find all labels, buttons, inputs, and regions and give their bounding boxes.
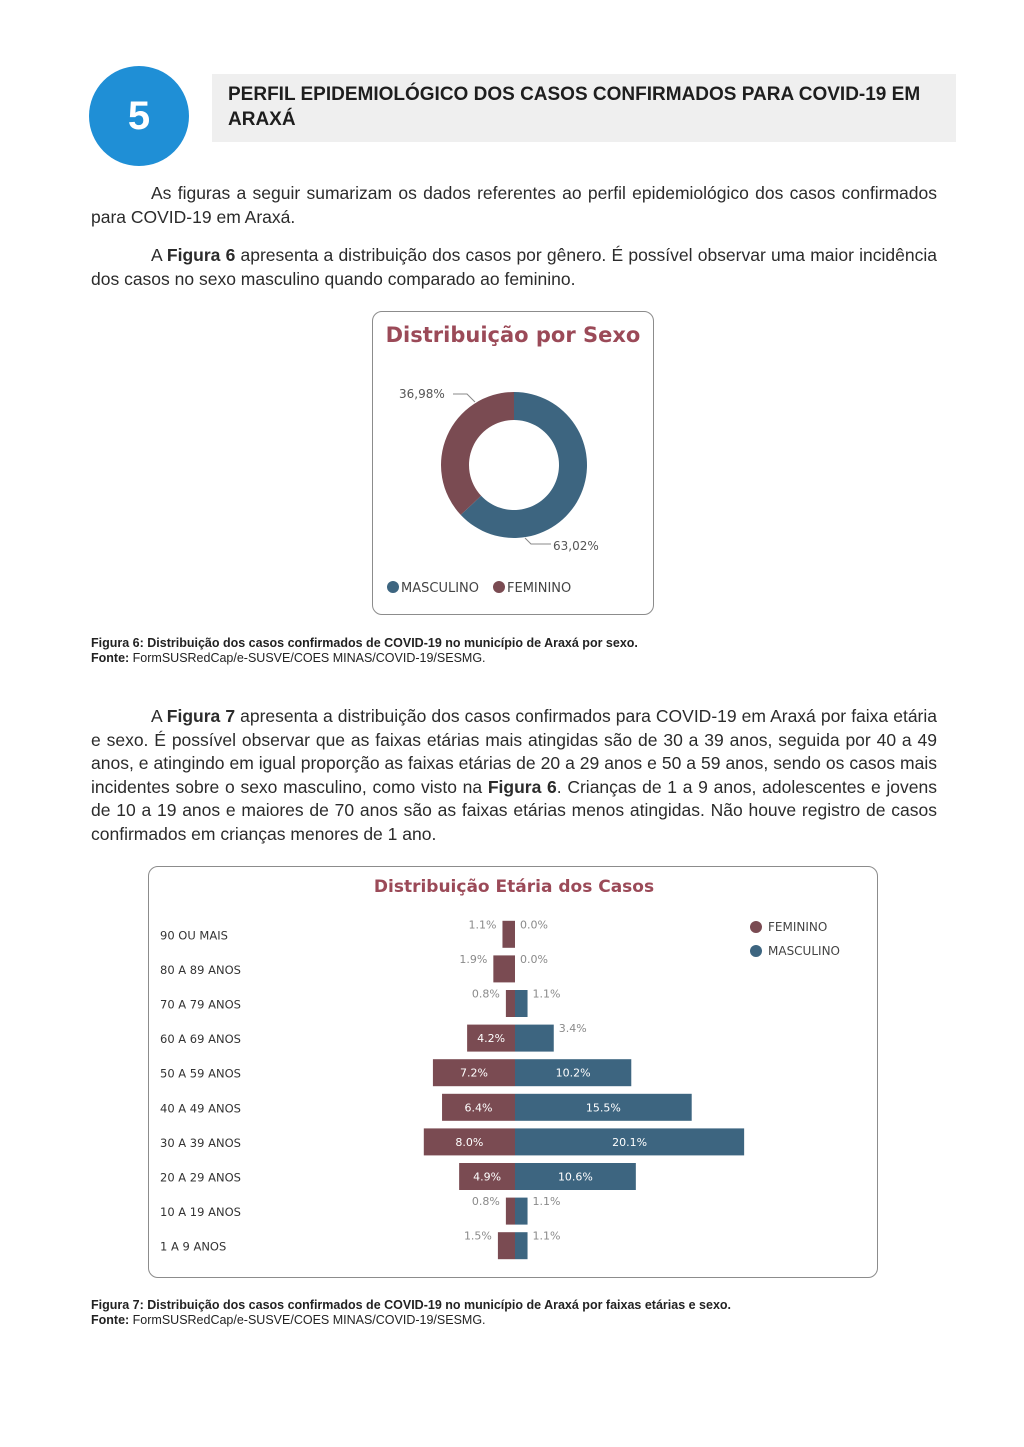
bar-label-feminino: 1.9%: [459, 952, 488, 966]
category-label: 40 A 49 ANOS: [160, 1101, 241, 1116]
figure-reference: Figura 6: [487, 776, 557, 797]
category-label: 10 A 19 ANOS: [160, 1205, 241, 1220]
bar-label-masculino: 20.1%: [612, 1135, 648, 1149]
category-label: 70 A 79 ANOS: [160, 997, 241, 1012]
figure-reference: Figura 6: [166, 245, 236, 265]
category-label: 20 A 29 ANOS: [160, 1170, 241, 1185]
paragraph-text: apresenta a distribuição dos casos confirmados para COVID-19 em Araxá por faixa etária e sexo. É possível observar que as faixas etárias mais atingidas são de 30 a 39 anos, seguida por 40 a 49 anos, e atingindo em igual proporção as faixas etárias de 20 a 29 anos e 50 a 59 anos, sendo os casos mais incidentes sobre o sexo masculino, como visto na: [91, 706, 937, 797]
bar-label-masculino: 10.6%: [557, 1170, 593, 1184]
bar-label-masculino: 0.0%: [520, 918, 548, 932]
paragraph-figure7: [91, 705, 937, 846]
bar-label-masculino: 3.4%: [558, 1022, 587, 1036]
donut-chart: [373, 312, 653, 614]
paragraph-text: A: [151, 706, 167, 726]
paragraph-text: A: [151, 245, 167, 265]
bar-label-feminino: 6.4%: [464, 1101, 493, 1115]
figure6-caption: [91, 636, 638, 666]
bar-label-feminino: 7.2%: [459, 1066, 488, 1080]
paragraph-text: apresenta a distribuição dos casos por gênero. É possível observar uma maior incidência dos casos no sexo masculino quando comparado ao feminino.: [91, 245, 937, 289]
leader-line: [453, 394, 475, 402]
category-label: 90 OU MAIS: [160, 928, 228, 943]
paragraph-text: . Crianças de 1 a 9 anos, adolescentes e jovens de 10 a 19 anos e maiores de 70 anos são as faixas etárias menos atingidas. Não houve registro de casos confirmados em crianças menores de 1 ano.: [91, 776, 937, 844]
leader-line: [525, 538, 551, 544]
donut-slice-feminino: [441, 392, 514, 515]
bar-label-feminino: 1.5%: [463, 1229, 492, 1243]
paragraph-intro-text: As figuras a seguir sumarizam os dados referentes ao perfil epidemiológico dos casos confirmados para COVID-19 em Araxá.: [91, 183, 937, 227]
legend-label-feminino: FEMININO: [507, 581, 572, 596]
bar-label-feminino: 4.2%: [477, 1032, 506, 1046]
donut-label-feminino: 36,98%: [399, 387, 445, 401]
figure7-caption: [91, 1298, 731, 1328]
paragraph-figure6: [91, 244, 937, 291]
donut-label-masculino: 63,02%: [553, 539, 599, 553]
section-number: 5: [127, 93, 151, 138]
bar-feminino: [506, 990, 515, 1017]
legend-marker-feminino: [750, 921, 762, 933]
figure7-chart-box: [148, 866, 878, 1278]
bar-label-masculino: 10.2%: [555, 1066, 591, 1080]
bar-feminino: [493, 955, 515, 982]
bar-label-feminino: 1.1%: [468, 918, 497, 932]
legend-label-masculino: MASCULINO: [768, 944, 840, 958]
legend-marker-masculino: [750, 945, 762, 957]
legend-marker-masculino: [387, 581, 399, 593]
bar-label-masculino: 1.1%: [532, 1229, 561, 1243]
paragraph-intro: [91, 182, 937, 229]
bar-label-feminino: 0.8%: [471, 1195, 500, 1209]
bar-label-feminino: 8.0%: [455, 1135, 484, 1149]
legend-marker-feminino: [493, 581, 505, 593]
category-label: 30 A 39 ANOS: [160, 1135, 241, 1150]
bar-label-masculino: 1.1%: [532, 1195, 561, 1209]
figure6-source-label: Fonte:: [91, 651, 130, 665]
bar-label-feminino: 4.9%: [473, 1170, 502, 1184]
donut-chart-title: Distribuição por Sexo: [385, 323, 641, 347]
section-number-badge: [89, 66, 189, 166]
category-label: 60 A 69 ANOS: [160, 1032, 241, 1047]
bar-masculino: [515, 1232, 528, 1259]
category-label: 1 A 9 ANOS: [160, 1239, 227, 1254]
legend-label-feminino: FEMININO: [768, 920, 828, 934]
category-label: 80 A 89 ANOS: [160, 962, 241, 977]
figure6-chart-box: [372, 311, 654, 615]
bar-feminino: [502, 921, 515, 948]
bar-feminino: [506, 1198, 515, 1225]
category-label: 50 A 59 ANOS: [160, 1066, 241, 1081]
pyramid-chart: [149, 867, 877, 1277]
figure7-caption-label: Figura 7: Distribuição dos casos confirmados de COVID-19 no município de Araxá por faixas etárias e sexo.: [91, 1298, 732, 1312]
bar-masculino: [515, 1198, 528, 1225]
bar-feminino: [498, 1232, 515, 1259]
figure6-caption-label: Figura 6: Distribuição dos casos confirmados de COVID-19 no município de Araxá por sexo.: [91, 636, 638, 650]
legend-label-masculino: MASCULINO: [401, 581, 479, 596]
bar-label-feminino: 0.8%: [471, 987, 500, 1001]
bar-label-masculino: 0.0%: [520, 952, 548, 966]
bar-masculino: [515, 990, 528, 1017]
figure7-source-label: Fonte:: [91, 1313, 130, 1327]
bar-label-masculino: 15.5%: [585, 1101, 621, 1115]
figure7-source: FormSUSRedCap/e-SUSVE/COES MINAS/COVID-19/SESMG.: [129, 1313, 486, 1327]
figure-reference: Figura 7: [166, 706, 236, 726]
bar-masculino: [515, 1025, 554, 1052]
bar-label-masculino: 1.1%: [532, 987, 561, 1001]
section-title: PERFIL EPIDEMIOLÓGICO DOS CASOS CONFIRMADOS PARA COVID-19 EM ARAXÁ: [228, 84, 921, 130]
figure6-source: FormSUSRedCap/e-SUSVE/COES MINAS/COVID-19/SESMG.: [129, 651, 486, 665]
pyramid-chart-title: Distribuição Etária dos Casos: [373, 877, 655, 897]
